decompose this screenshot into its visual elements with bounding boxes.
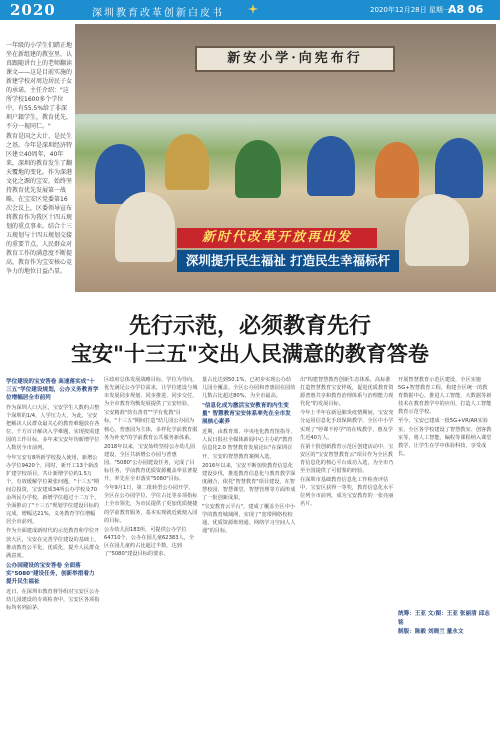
intro-paragraph: 一年级的小学生们踏正地坐在新组建的教室里，认真跟随讲台上的老师翻读课文——这是目前实施的新建学校对周边居民子女的承诺。主任介绍："这所学校1600多个学位中，有55.5%给了非深圳户籍学生，教育优先，不分一视同仁。" xyxy=(6,42,72,130)
credit-line: 统筹：王亚 文/图：王亚 张丽清 邱志铭 xyxy=(398,611,490,626)
headline-line-2: 宝安"十三五"交出人民满意的教育答卷 xyxy=(71,341,429,366)
article-column-5 xyxy=(398,376,492,606)
newspaper-header xyxy=(0,0,500,20)
article-paragraph: 区政府总体发展战略目标，学位为导向，优先满足公办学位需求，让学位建设与城市发展同步规划、同步推进、同步交付，为全市教育均衡发展提供了宝安经验。 xyxy=(104,377,198,408)
section-subheading: 学位建设的宝安答卷 高速落实成"十三五"学位建设规划，公办义务教育学位增幅居全市前列 xyxy=(6,379,99,401)
student-figure xyxy=(405,194,469,266)
article-paragraph: 开展智慧教育示范区建设，全区实施5G+智慧教育工程，构建全区统一的教育数据中心，推进人工智能、大数据等新技术在教育教学中的应用，打造人工智能教育示范学校。 xyxy=(398,377,492,416)
school-sign: 新安小学·向宪布行 xyxy=(195,46,395,72)
section-subheading: 公办园建设的宝安答卷 全面落实"5080"建设任务，创新举措着力提升民生福祉 xyxy=(6,562,95,585)
student-figure xyxy=(235,140,281,198)
article-paragraph: 作为深圳人口大区，宝安学生人数约占整个深圳的1/4，人学压力大，为此，宝安把解决人民群众最关心的教育难题放在各位，千方百计解决入学难题，实现按需建园的工作目标，多年来宝安年均新增学位人数居全市前列。 xyxy=(6,405,100,452)
article-paragraph: 近期，由教育部、中央电化教育馆指导，人民日报社全媒体新闻中心主办的"教育信息化2.0 智慧教育发展论坛"在深圳召开，宝安的智慧教育案例入选。 xyxy=(202,429,296,460)
article-paragraph: 今年宝安有8所新学校投入使用，新增公办学位9420个，同时，新开工13个新改扩建学校项目，共计新增学位约1.5万个，有效缓解学位紧张问题。"十三五"期间总投资，宝安建成34所公办学校及70余所民办学校，新增学位超过十二万个，全面推动了"十三五"规划学位建设目标的完成，增幅达21%，义务教育学位增幅居全市前列。 xyxy=(6,454,100,526)
intro-column xyxy=(6,41,72,310)
student-figure xyxy=(115,192,175,262)
slogan-banner: 新时代改革开放再出发 xyxy=(177,228,377,248)
article-paragraph: 宝安精准"幼有善育""学有优教"目标，"十三五"期间打造"幼儿园公办园为核心，普惠园为主体，多样化学前教育服务为补充"的学前教育公共服务新体系。 xyxy=(104,410,198,441)
page-number: A8 06 xyxy=(448,3,484,16)
article-column-3 xyxy=(202,376,296,746)
article-paragraph: 至今，宝安已建成一批5G+VR/AR实验室，全区各学校建设了智慧教室、创客教室等，将人工智能、编程等课程纳入课堂教学，让学生在学中体验科技、享受成长。 xyxy=(398,418,492,457)
student-figure xyxy=(165,134,209,190)
article-paragraph: 2016年以来，宝安不断加快教育信息化建设步伐，推进教育信息化与教育教学深度融合，依托"智慧教育"项目建设，在智慧校园、智慧课堂、智慧管理等方面形成了一批创新成果。 xyxy=(202,462,296,502)
header-title: 深圳教育改革创新白皮书 xyxy=(92,8,224,19)
article-paragraph: 今年9月1日，第二批转型公办园开学，全区在公办园学位、学位占比等多项指标上全市领先，为市民提供了更加优质便捷的学前教育服务，基本实现就近就便入园的目标。 xyxy=(104,485,198,524)
headline-line-1: 先行示范，必须教育先行 xyxy=(128,313,371,339)
editor-credits xyxy=(398,610,494,637)
article-paragraph: 量占比达到50.1%，已初步实现公办幼儿园全覆盖。全区公办园和普惠园在园幼儿数占比超过80%，为全市最高。 xyxy=(202,377,296,400)
student-figure xyxy=(307,136,355,196)
article-paragraph: 出"构建智慧教育创新生态体系，高标准打造智慧教育宝安样板，促进优质教育资源普惠共享和教育治理体系与治理能力现代化"的发展目标。 xyxy=(300,377,394,408)
article-column-2 xyxy=(104,376,198,746)
slogan-subbanner: 深圳提升民生福祉 打造民生幸福标杆 xyxy=(177,250,399,272)
credit-line: 制版：陈毅 刘晓兰 董永文 xyxy=(398,629,464,635)
article-paragraph: 2018年以来，宝安始终坚持公办幼儿园建设，全区共新增公办园与普惠园。"5080"公办园建设任务，完成了目标任务，学前教育优质资源覆盖率显著提升，率先在全市落实"5080"目标。 xyxy=(104,443,198,483)
article-paragraph: 在第十批创新教育示范区创建活动中，宝安区的"宝安智慧教育云"项目作为全区教育信息化的核心平台成功入选，为全市乃至全国提供了可借鉴的经验。 xyxy=(300,443,394,475)
classroom-photo xyxy=(75,24,496,292)
header-date: 2020年12月28日 星期一 xyxy=(370,6,450,14)
article-column-4 xyxy=(300,376,394,746)
article-column-1 xyxy=(6,376,100,746)
article-paragraph: 作为全面建成新时代的示范教育和学位开放大区，宝安在完善学位建设的基础上，推动教育公平化、优质化，提升人民群众满意度。 xyxy=(6,528,100,559)
article-paragraph: 在深圳市基础教育信息化工作检查评估中，宝安区获得一等奖，教育信息化水平位列全市前列，成为宝安教育的一张亮丽名片。 xyxy=(300,477,394,508)
section-subheading: "信息化成为激活宝安教育的内生变量" 智慧教育宝安体系率先在全市发展核心素养 xyxy=(202,403,291,426)
article-paragraph: 近日，在深圳市教育督导组对宝安区公办幼儿园建设的专项检查中，宝安区各项指标均名列前茅。 xyxy=(6,588,100,611)
article-paragraph: 公办幼儿园183所，可提供公办学位64710个，公办在园儿童62383人，全区在园儿童约占比超过半数，达到了"5080"建设目标的要求。 xyxy=(104,526,195,557)
article-paragraph: "宝安教育云平台"，建成了覆盖全区中小学的教育城域网，实现了"宽带网络校校通、优质资源班班通、网络学习空间人人通"的目标。 xyxy=(202,504,296,535)
article-paragraph: 今年上半年在新冠肺炎疫情期间，宝安充分运用信息化手段保障教学，全区中小学实现了"停课不停学"的在线教学，惠及学生近40万人。 xyxy=(300,410,394,441)
student-figure xyxy=(435,138,483,198)
intro-paragraph: 教育是国之大计、是民生之基。今年是深圳经济特区建立40周年，40年来，深圳的教育发生了翻天覆地的变化。作为深港文化之源的宝安，始终坚持教育优先发展第一战略，在宝安区党委第16次会议上，区委领导宣布将教育作为我区十四五规划的重点事业。结合十三五规划与十四五规划交接的重要节点，人民群众对教育工作的满意度不断提高，教育作为宝安核心竞争力的地位日益凸显。 xyxy=(6,133,72,275)
star-icon xyxy=(248,4,258,14)
student-figure xyxy=(375,142,419,198)
header-year: 2020 xyxy=(10,1,56,19)
